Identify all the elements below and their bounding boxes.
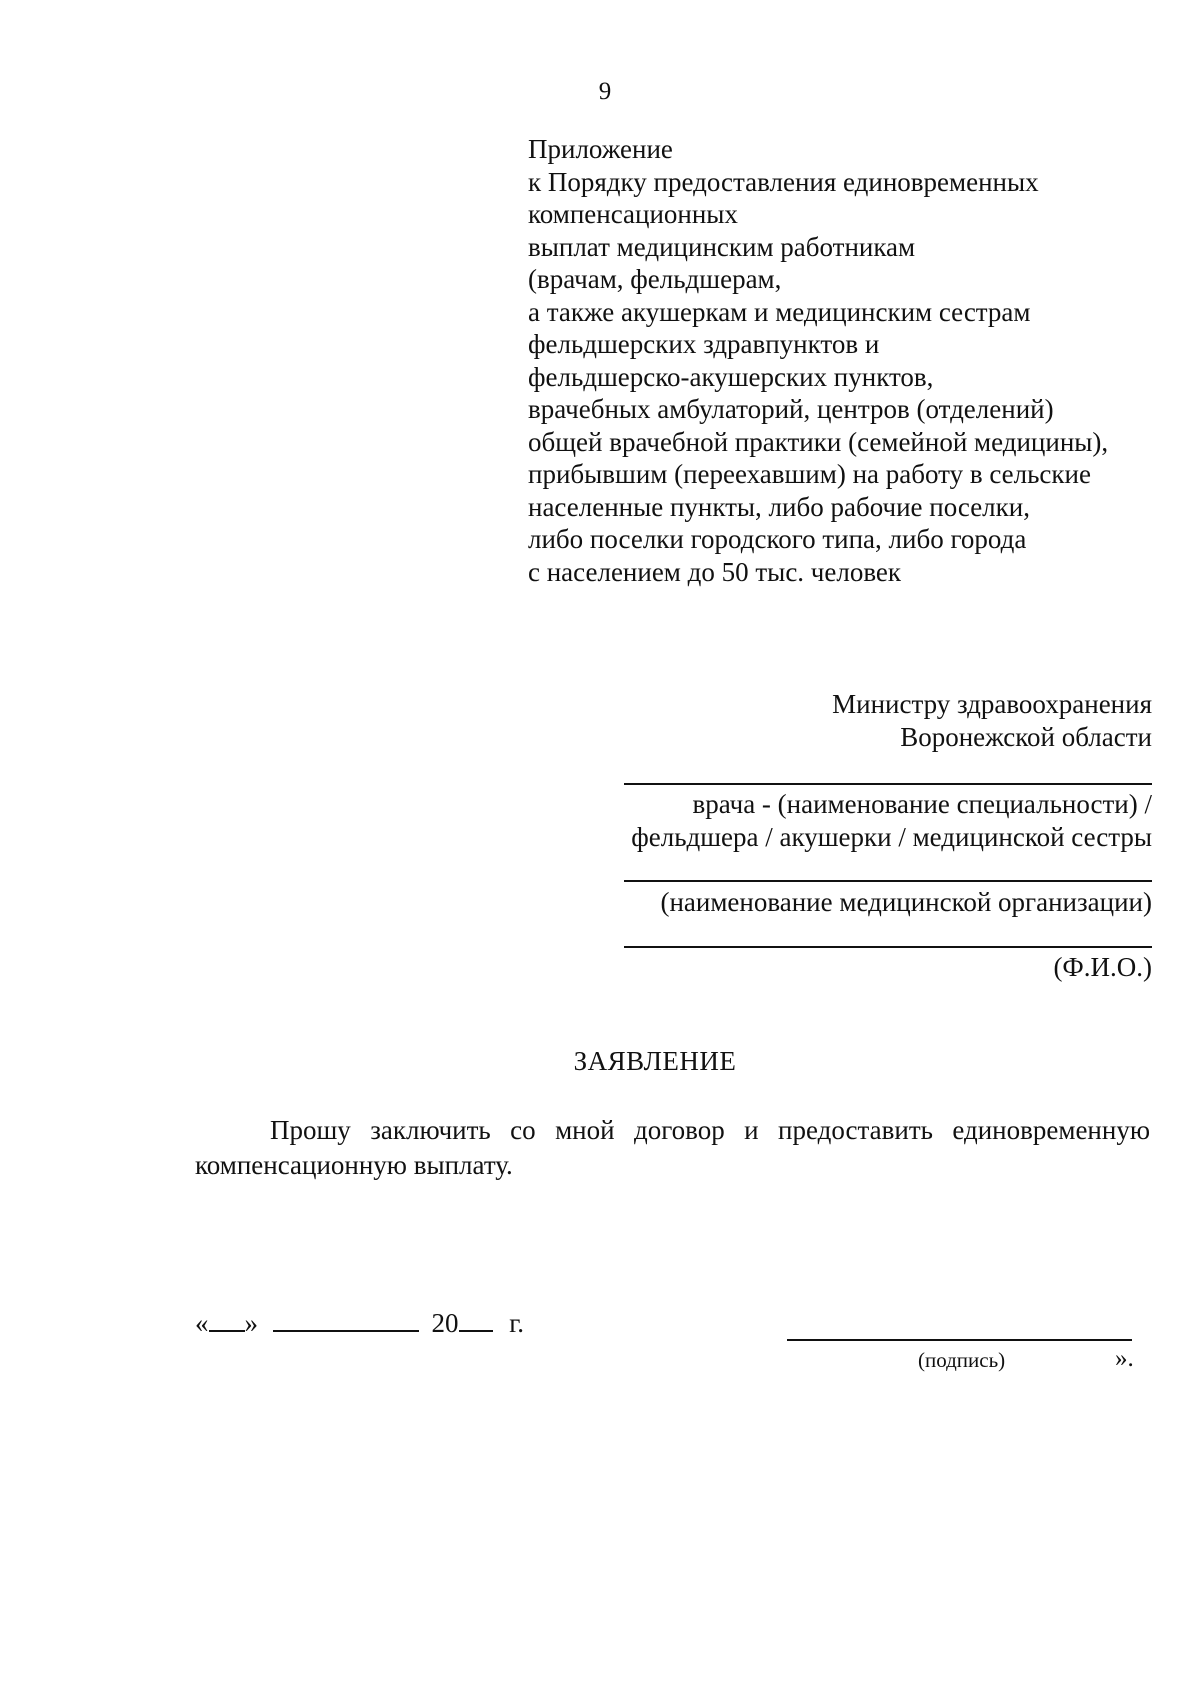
position-caption-line1: врача - (наименование специальности) / xyxy=(692,789,1152,819)
appendix-line: а также акушеркам и медицинским сестрам xyxy=(528,296,1031,327)
appendix-line: выплат медицинским работникам xyxy=(528,231,916,262)
addressee-block xyxy=(552,688,1152,754)
date-close-quote: » xyxy=(244,1308,258,1338)
month-blank[interactable] xyxy=(273,1308,419,1332)
organization-fill-line[interactable] xyxy=(624,880,1152,882)
date-open-quote: « xyxy=(195,1308,209,1338)
year-suffix: г. xyxy=(509,1308,525,1338)
position-caption xyxy=(512,788,1152,854)
appendix-line: общей врачебной практики (семейной медицины), xyxy=(528,426,1109,457)
date-block xyxy=(195,1308,524,1339)
appendix-line: населенные пункты, либо рабочие поселки, xyxy=(528,491,1030,522)
signature-caption: (подпись) xyxy=(918,1348,1006,1372)
position-fill-line[interactable] xyxy=(624,783,1152,785)
appendix-line: врачебных амбулаторий, центров (отделений) xyxy=(528,394,1054,424)
appendix-line: (врачам, фельдшерам, xyxy=(528,264,782,294)
body-line-2: компенсационную выплату. xyxy=(195,1150,513,1180)
appendix-reference xyxy=(528,133,1168,588)
full-name-caption: (Ф.И.О.) xyxy=(1053,952,1152,982)
year-blank[interactable] xyxy=(459,1308,493,1332)
appendix-line: к Порядку предоставления единовременных xyxy=(528,166,1039,197)
document-heading: ЗАЯВЛЕНИЕ xyxy=(573,1046,737,1076)
application-body xyxy=(195,1113,1150,1183)
appendix-line: фельдшерско-акушерских пунктов, xyxy=(528,361,934,392)
appendix-line: Приложение xyxy=(528,134,673,164)
appendix-line: с населением до 50 тыс. человек xyxy=(528,556,902,587)
signature-tail: ». xyxy=(1115,1345,1134,1372)
day-blank[interactable] xyxy=(209,1308,245,1332)
appendix-line: компенсационных xyxy=(528,199,738,229)
addressee-region: Воронежской области xyxy=(900,722,1152,752)
appendix-line: фельдшерских здравпунктов и xyxy=(528,329,880,359)
body-line-1: Прошу заключить со мной договор и предоставить единовременную xyxy=(270,1115,1150,1145)
appendix-line: либо поселки городского типа, либо города xyxy=(528,524,1027,554)
position-caption-line2: фельдшера / акушерки / медицинской сестры xyxy=(631,822,1152,852)
appendix-line: прибывшим (переехавшим) на работу в сельские xyxy=(528,459,1091,489)
organization-caption: (наименование медицинской организации) xyxy=(660,887,1152,917)
signature-line[interactable] xyxy=(787,1339,1132,1341)
page-number: 9 xyxy=(598,78,612,105)
full-name-fill-line[interactable] xyxy=(624,946,1152,948)
addressee-title: Министру здравоохранения xyxy=(832,689,1152,719)
year-prefix: 20 xyxy=(431,1308,459,1338)
